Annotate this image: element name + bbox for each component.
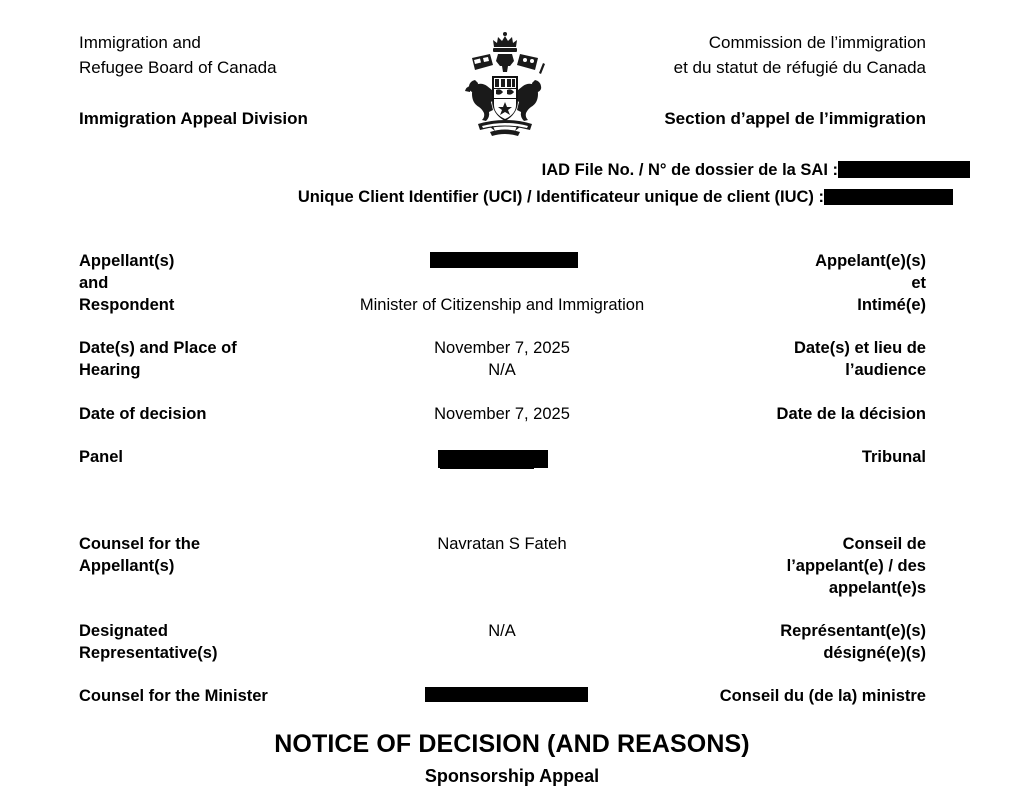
label-line-fr: désigné(e)(s) [823, 644, 926, 662]
org-name-line-2: Refugee Board of Canada [79, 58, 277, 77]
row-label-panel-fr [596, 446, 926, 468]
row-label-hearing-fr [596, 337, 926, 381]
appellant-name-redaction [430, 252, 578, 268]
file-identifier-block [0, 157, 1024, 211]
label-line-fr: Conseil du (de la) ministre [719, 687, 926, 705]
label-line-fr: et [911, 274, 926, 292]
label-line: Hearing [79, 361, 141, 379]
header-english-block [79, 30, 419, 131]
header-french-block [566, 30, 926, 131]
label-line-fr: Date de la décision [776, 405, 926, 423]
label-line: Panel [79, 448, 124, 466]
label-line: Date(s) and Place of [79, 339, 237, 357]
label-line: Representative(s) [79, 644, 218, 662]
page-subtitle: Sponsorship Appeal [424, 766, 600, 786]
label-line: Appellant(s) [79, 252, 175, 270]
uci-label: Unique Client Identifier (UCI) / Identificateur unique de client (IUC) : [297, 188, 824, 206]
iad-file-line [0, 157, 1024, 184]
label-line-fr: Tribunal [861, 448, 926, 466]
respondent-value: Minister of Citizenship and Immigration [359, 296, 645, 314]
row-label-counsel-appellant-fr [596, 533, 926, 599]
row-label-counsel-minister-fr [596, 685, 926, 707]
label-line: Counsel for the [79, 535, 201, 553]
page-title: NOTICE OF DECISION (AND REASONS) [274, 730, 750, 758]
decision-date-value: November 7, 2025 [434, 405, 570, 423]
uci-line [0, 184, 1024, 211]
document-title-block [0, 729, 1024, 789]
row-label-decision-date-fr [596, 403, 926, 425]
uci-number-redaction [824, 189, 953, 205]
label-line-fr: Conseil de [842, 535, 926, 553]
designated-rep-value: N/A [488, 622, 516, 640]
row-label-appellant-fr [596, 250, 926, 316]
label-line-fr: l’appelant(e) / des [786, 557, 926, 575]
division-name-fr: Section d’appel de l’immigration [664, 109, 926, 128]
label-line: Respondent [79, 296, 175, 314]
hearing-date-value: November 7, 2025 [434, 339, 570, 357]
label-line: Date of decision [79, 405, 207, 423]
label-line-fr: Représentant(e)(s) [780, 622, 926, 640]
division-name-en: Immigration Appeal Division [79, 109, 308, 128]
canada-coat-of-arms-icon [462, 32, 548, 140]
label-line: and [79, 274, 109, 292]
iad-file-number-redaction [838, 161, 970, 178]
row-label-designated-rep-fr [596, 620, 926, 664]
label-line: Counsel for the Minister [79, 687, 268, 705]
org-name-fr-line-1: Commission de l’immigration [708, 33, 926, 52]
label-line-fr: l’audience [845, 361, 926, 379]
panel-member-redaction-lower [440, 460, 534, 469]
counsel-appellant-value: Navratan S Fateh [437, 535, 567, 553]
iad-file-label: IAD File No. / N° de dossier de la SAI : [541, 161, 838, 179]
hearing-place-value: N/A [488, 361, 516, 379]
label-line: Appellant(s) [79, 557, 175, 575]
label-line: Designated [79, 622, 168, 640]
org-name-fr-line-2: et du statut de réfugié du Canada [673, 58, 926, 77]
label-line-fr: appelant(e)s [828, 579, 926, 597]
org-name-line-1: Immigration and [79, 33, 201, 52]
label-line-fr: Date(s) et lieu de [793, 339, 926, 357]
counsel-minister-redaction [425, 687, 588, 702]
label-line-fr: Intimé(e) [857, 296, 926, 314]
document-header [0, 30, 1024, 140]
label-line-fr: Appelant(e)(s) [815, 252, 926, 270]
